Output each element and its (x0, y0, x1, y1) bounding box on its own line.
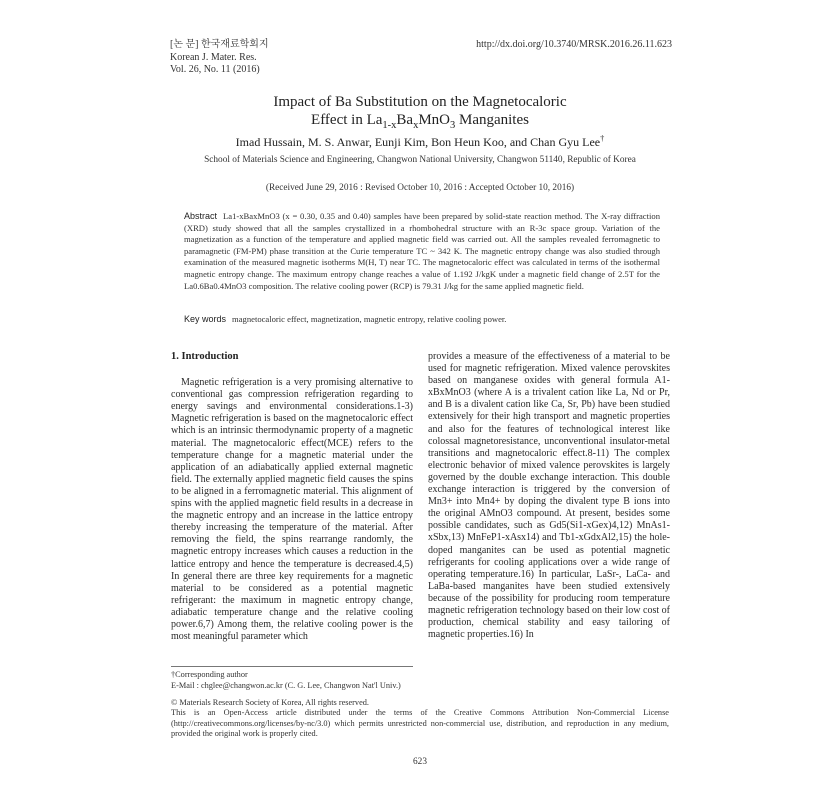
title-line-2: Effect in $La_{1-x}Ba_xMnO_3$ Manganites (311, 111, 529, 131)
keywords (184, 314, 660, 324)
keywords-text: magnetocaloric effect, magnetization, magnetic entropy, relative cooling power. (232, 314, 507, 324)
corresponding-mark: † (600, 134, 605, 143)
right-column (428, 351, 670, 641)
journal-header (170, 39, 269, 77)
copyright-line: © Materials Research Society of Korea, All rights reserved. (171, 698, 369, 707)
intro-paragraph-right: provides a measure of the effectiveness of a material to be used for magnetic refrigeration. Mixed valence perovskites based on manganese oxides with general formula A1-xBxMnO3 (where A is a trivalent cation like La, Nd or Pr, and B is a divalent cation like Ca, Sr, Pb) have been studied extensively for their high transport and magnetic properties and also for the features of technological interest like colossal magnetoresistance, unconventional insulator-metal transitions and magnetocaloric effect.8-11) The complex electronic behavior of mixed valence perovskites is largely governed by the double exchange interaction. This double exchange interaction is triggered by the conversion of Mn3+ into Mn4+ by doping the divalent type B ions into the original AMnO3 compound. At present, besides some possible candidates, such as Gd5(Si1-xGex)4,12) MnAs1-xSbx,13) MnFeP1-xAsx14) and Tb1-xGdxAl2,15) the hole-doped manganites can be used as potential magnetic refrigerants for cooling applications over a wide range of operating temperature.16) In particular, LaSr-, LaCa- and LaBa-based manganites have been studied extensively because of the possibility for producing room temperature magnetic refrigeration technology based on their low cost of production, chemical stability and easy tailoring of magnetic properties.16) In (428, 351, 670, 641)
license-block (171, 698, 669, 740)
paper-title (158, 94, 682, 129)
left-column (171, 351, 413, 643)
paper-page (158, 30, 682, 800)
footnotes (171, 670, 401, 691)
affiliation: School of Materials Science and Engineering, Changwon National University, Changwon 51140, Republic of Korea (204, 155, 636, 165)
abstract-text: La1-xBaxMnO3 (x = 0.30, 0.35 and 0.40) samples have been prepared by solid-state reaction method. The X-ray diffraction (XRD) study showed that all the samples crystallized in a rhombohedral structure with an R-3c space group. Variation of the magnetization as a function of the temperature and applied magnetic field was carried out. All the samples revealed ferromagnetic to paramagnetic (FM-PM) phase transition at the Curie temperature TC ~ 342 K. The magnetic entropy change was also studied through examination of the measured magnetic isotherms M(H, T) near TC. The magnetocaloric effect was calculated in terms of the isothermal magnetic entropy change. The maximum entropy change reaches a value of 1.192 J/kgK under a magnetic field change of 2.5T for the La0.6Ba0.4MnO3 composition. The relative cooling power (RCP) is 79.31 J/kg for the same applied magnetic field. (184, 211, 660, 291)
intro-paragraph-left: Magnetic refrigeration is a very promising alternative to conventional gas compression refrigeration regarding to energy savings and environmental considerations.1-3) Magnetic refrigeration is based on the magnetocaloric effect which is an intrinsic thermodynamic property of a magnetic material. The magnetocaloric effect(MCE) refers to the temperature change for a magnetic material under the application of an adiabatically applied external magnetic field. The externally applied magnetic field causes the spins to be aligned in a ferromagnetic material. This alignment of spins with the applied magnetic field results in a decrease in the magnetic entropy and an increase in the lattice entropy thereby increasing the temperature of the material. After removing the field, the spins rearrange randomly, the magnetic entropy increases which causes a reduction in the lattice entropy and hence the temperature is decreased.4,5) In general there are three key requirements for a magnetic material to be considered as a potential magnetic refrigerant: the maximum in magnetic entropy change, adiabatic temperature change and the relative cooling power.6,7) Among them, the relative cooling power is the most meaningful parameter which (171, 377, 413, 643)
footnote-divider (171, 666, 413, 667)
footnote-email: E-Mail : chglee@changwon.ac.kr (C. G. Lee, Changwon Nat'l Univ.) (171, 680, 401, 690)
journal-korean: [논 문] 한국재료학회지 (170, 39, 269, 50)
keywords-label: Key words (184, 314, 227, 324)
journal-abbrev: Korean J. Mater. Res. (170, 51, 257, 63)
abstract-label: Abstract (184, 211, 218, 221)
section-heading: 1. Introduction (171, 351, 239, 362)
doi-link[interactable]: http://dx.doi.org/10.3740/MRSK.2016.26.11.623 (476, 39, 672, 50)
received-dates: (Received June 29, 2016 : Revised October 10, 2016 : Accepted October 10, 2016) (265, 183, 575, 193)
journal-volume: Vol. 26, No. 11 (2016) (170, 64, 260, 75)
abstract (184, 211, 660, 292)
author-list: Imad Hussain, M. S. Anwar, Eunji Kim, Bon Heun Koo, and Chan Gyu Lee† (235, 134, 605, 149)
title-line-1: Impact of Ba Substitution on the Magnetocaloric (273, 94, 567, 110)
page-number: 623 (413, 757, 427, 767)
license-text: This is an Open-Access article distributed under the terms of the Creative Commons Attribution Non-Commercial License (http://creativecommons.org/licenses/by-nc/3.0) which permits unrestricted non-commercial use, distribution, and reproduction in any medium, provided the original work is properly cited. (171, 708, 669, 739)
footnote-corresponding: †Corresponding author (171, 670, 248, 679)
